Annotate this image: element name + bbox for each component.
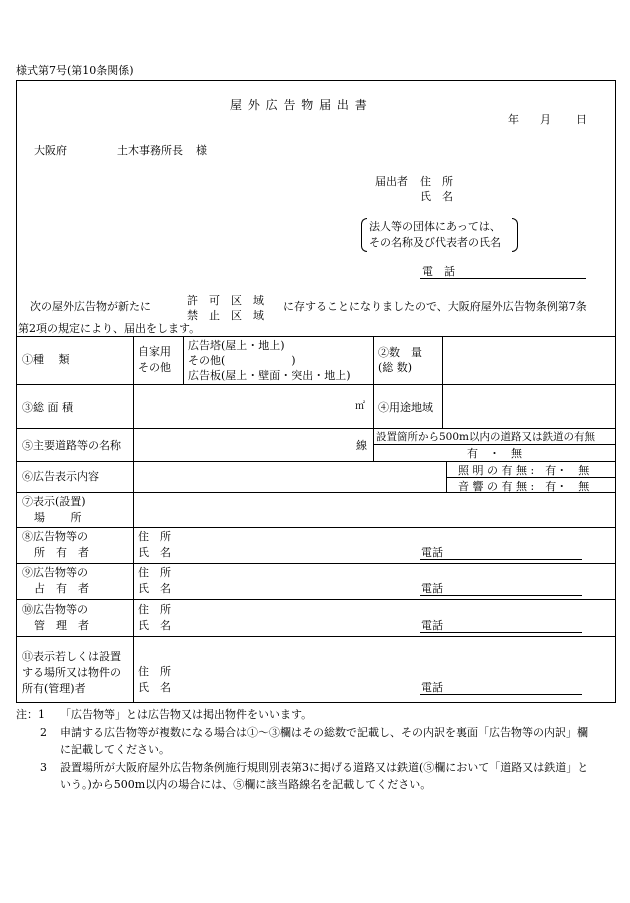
- owner-address-label: 住 所: [138, 530, 171, 543]
- table-line: [446, 461, 447, 492]
- table-line: [16, 527, 616, 528]
- table-line: [16, 384, 616, 385]
- table-line: [16, 428, 616, 429]
- quantity-label: ②数 量: [378, 346, 422, 359]
- date-month: 月: [540, 113, 551, 126]
- manager-label-2: 管 理 者: [34, 619, 89, 632]
- note-prefix: 注：1: [16, 708, 45, 721]
- note-3-line1: 設置場所が大阪府屋外広告物条例施行規則別表第3に掲げる道路又は鉄道(⑤欄において「道路又は鉄道」と: [60, 761, 589, 774]
- owner-label: ⑧広告物等の: [22, 530, 88, 543]
- note-2-line2: に記載してください。: [60, 743, 170, 756]
- applicant-phone-underline: [420, 278, 586, 279]
- place-owner-phone-underline: [420, 694, 582, 695]
- road-label: ⑤主要道路等の名称: [22, 439, 121, 452]
- manager-label: ⑩広告物等の: [22, 603, 88, 616]
- note-bracket-left: [361, 218, 367, 252]
- table-line: [183, 336, 184, 384]
- form-id: 様式第7号(第10条関係): [16, 64, 134, 77]
- own-use-label: 自家用: [138, 345, 171, 358]
- occupant-label: ⑨広告物等の: [22, 566, 88, 579]
- note-2-line1: 申請する広告物等が複数になる場合は①～③欄はその総数で記載し、その内訳を裏面「広告物等の内訳」欄: [60, 726, 588, 739]
- table-line: [16, 599, 616, 600]
- statement-zone-permit: 許 可 区 域: [187, 294, 264, 307]
- owner-phone-label: 電話: [421, 546, 443, 559]
- road-check-values: 有 ・ 無: [467, 447, 522, 460]
- note-3-line2: いう。)から500m以内の場合には、⑤欄に該当路線名を記載してください。: [60, 778, 432, 791]
- note-2-number: 2: [40, 726, 47, 739]
- form-frame: [16, 80, 616, 703]
- kind-option-board: 広告板(屋上・壁面・突出・地上): [188, 369, 351, 382]
- statement-tail: に存することになりましたので、大阪府屋外広告物条例第7条: [283, 300, 587, 313]
- kind-option-other: その他( ): [188, 354, 296, 367]
- applicant-label: 届出者: [375, 175, 408, 188]
- table-line: [16, 636, 616, 637]
- addressee-office: 土木事務所長: [117, 144, 183, 157]
- place-owner-label: ⑪表示若しくは設置: [22, 650, 121, 663]
- place-owner-phone-label: 電話: [421, 681, 443, 694]
- place-owner-label-3: 所有(管理)者: [22, 682, 86, 695]
- date-day: 日: [576, 113, 587, 126]
- use-zone-label: ④用途地域: [378, 401, 433, 414]
- applicant-phone-label: 電 話: [422, 265, 455, 278]
- applicant-name-label: 氏 名: [420, 190, 453, 203]
- table-line: [133, 336, 134, 703]
- manager-name-label: 氏 名: [138, 619, 171, 632]
- other-use-label: その他: [138, 361, 171, 374]
- place-owner-address-label: 住 所: [138, 665, 171, 678]
- date-year: 年: [508, 113, 519, 126]
- table-line: [373, 336, 374, 428]
- road-unit: 線: [356, 439, 367, 452]
- table-line: [16, 336, 616, 337]
- table-line: [16, 563, 616, 564]
- kind-label: ①種 類: [22, 353, 70, 366]
- table-line: [373, 444, 616, 445]
- occupant-address-label: 住 所: [138, 566, 171, 579]
- road-check-label: 設置箇所から500m以内の道路又は鉄道の有無: [376, 431, 595, 443]
- addressee-honorific: 様: [196, 144, 207, 157]
- table-line: [373, 428, 374, 461]
- sound-check: 音 響 の 有 無 : 有・ 無: [458, 480, 590, 493]
- applicant-note-line1: 法人等の団体にあっては、: [369, 220, 501, 233]
- quantity-sub-label: (総 数): [378, 361, 413, 374]
- note-bracket-right: [512, 218, 518, 252]
- area-label: ③総 面 積: [22, 401, 73, 414]
- content-label: ⑥広告表示内容: [22, 470, 99, 483]
- occupant-phone-underline: [420, 595, 582, 596]
- table-line: [442, 336, 443, 428]
- area-unit: ㎡: [355, 401, 365, 412]
- occupant-name-label: 氏 名: [138, 582, 171, 595]
- occupant-phone-label: 電話: [421, 582, 443, 595]
- statement-line2: 第2項の規定により、届出をします。: [18, 322, 201, 335]
- place-owner-name-label: 氏 名: [138, 681, 171, 694]
- statement-lead: 次の屋外広告物が新たに: [30, 300, 151, 313]
- applicant-note-line2: その名称及び代表者の氏名: [369, 236, 501, 249]
- location-label: ⑦表示(設置): [22, 495, 86, 508]
- note-3-number: 3: [40, 761, 47, 774]
- manager-address-label: 住 所: [138, 603, 171, 616]
- occupant-label-2: 占 有 者: [34, 582, 89, 595]
- location-label-2: 場 所: [34, 511, 82, 524]
- lighting-check: 照 明 の 有 無 : 有・ 無: [458, 464, 590, 477]
- applicant-address-label: 住 所: [420, 175, 453, 188]
- note-1: 「広告物等」とは広告物又は掲出物件をいいます。: [60, 708, 313, 721]
- owner-label-2: 所 有 者: [34, 546, 89, 559]
- place-owner-label-2: する場所又は物件の: [22, 666, 121, 679]
- addressee-prefecture: 大阪府: [34, 144, 67, 157]
- manager-phone-label: 電話: [421, 619, 443, 632]
- statement-zone-prohibited: 禁 止 区 域: [187, 309, 264, 322]
- form-title: 屋 外 広 告 物 届 出 書: [230, 98, 368, 112]
- manager-phone-underline: [420, 632, 582, 633]
- owner-name-label: 氏 名: [138, 546, 171, 559]
- kind-option-tower: 広告塔(屋上・地上): [188, 339, 285, 352]
- table-line: [16, 461, 616, 462]
- owner-phone-underline: [420, 559, 582, 560]
